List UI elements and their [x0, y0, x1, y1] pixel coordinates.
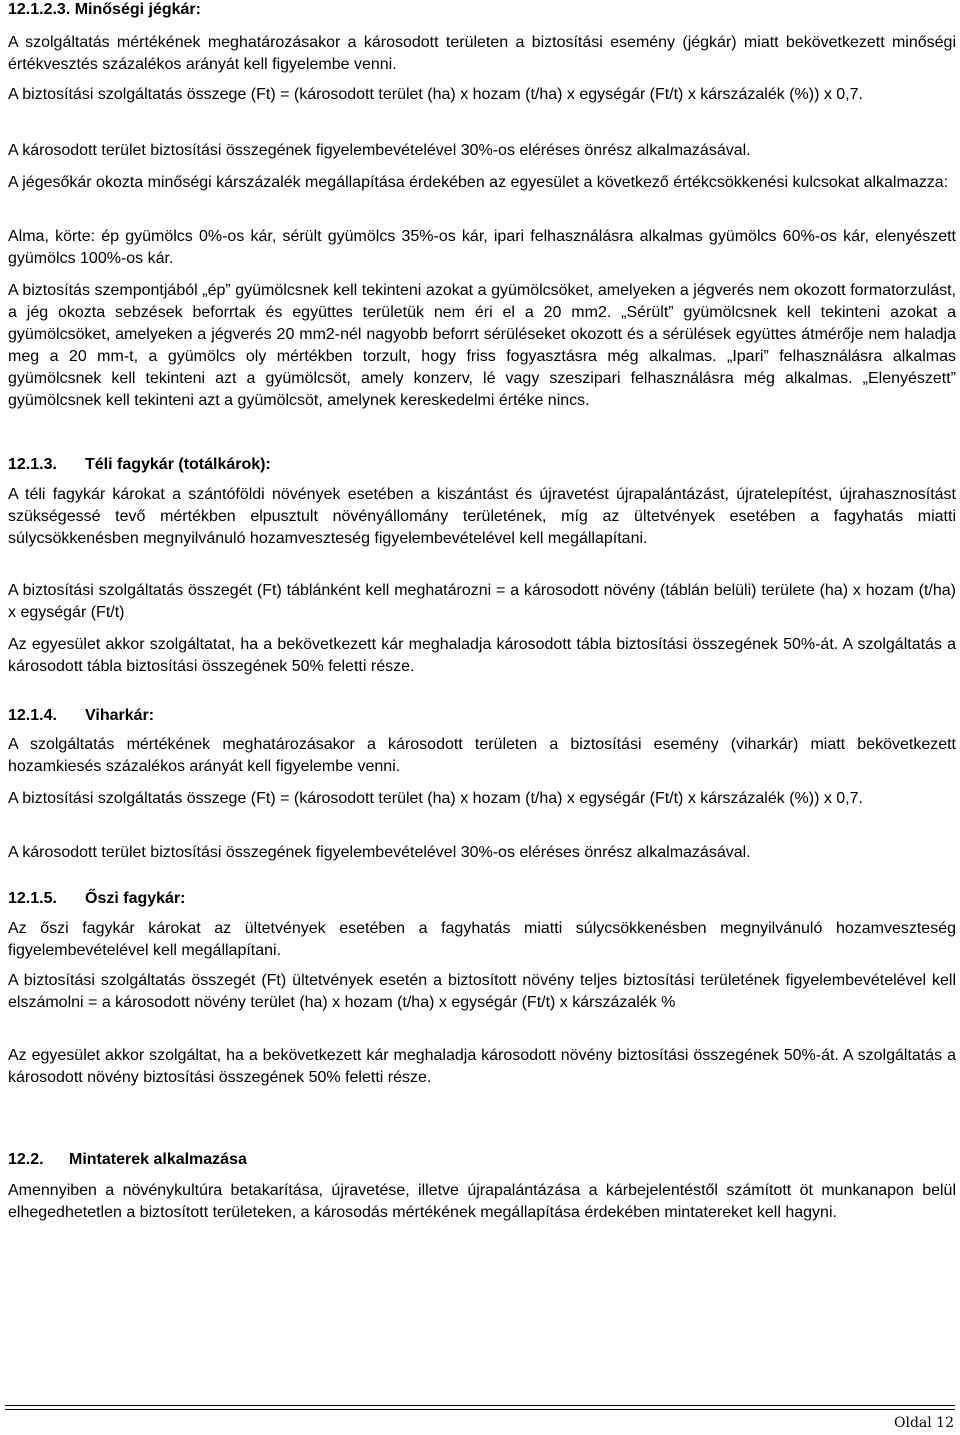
section-heading — [8, 889, 185, 909]
paragraph: Az egyesület akkor szolgáltat, ha a bekövetkezett kár meghaladja károsodott növény biztosítási összegének 50%-át. A szolgáltatás a károsodott növény biztosítási összegének 50% feletti része. — [8, 1047, 956, 1086]
paragraph: A károsodott terület biztosítási összegének figyelembevételével 30%-os eléréses önrész alkalmazásával. — [8, 142, 751, 159]
section-heading — [8, 1150, 247, 1170]
paragraph: A biztosítási szolgáltatás összegét (Ft) ültetvények esetén a biztosított növény teljes biztosítási területének figyelembevételével kell elszámolni = a károsodott növény terület (ha) x hozam (t/ha) x egységár (Ft/t) x kárszázalék % — [8, 972, 956, 1011]
paragraph: Az egyesület akkor szolgáltatat, ha a bekövetkezett kár meghaladja károsodott tábla biztosítási összegének 50%-át. A szolgáltatás a károsodott tábla biztosítási összegének 50% feletti része. — [8, 636, 956, 675]
section-title: Viharkár: — [85, 707, 155, 724]
paragraph: A biztosítási szolgáltatás összegét (Ft) táblánként kell meghatározni = a károsodott növény (táblán belüli) területe (ha) x hozam (t/ha) x egységár (Ft/t) — [8, 582, 956, 621]
paragraph: A szolgáltatás mértékének meghatározásakor a károsodott területen a biztosítási esemény (jégkár) miatt bekövetkezett minőségi értékvesztés százalékos arányát kell figyelembe venni. — [8, 34, 956, 73]
section-title: Téli fagykár (totálkárok): — [85, 456, 271, 473]
section-title: Őszi fagykár: — [85, 890, 186, 907]
paragraph: A jégesőkár okozta minőségi kárszázalék megállapítása érdekében az egyesület a következő értékcsökkenési kulcsokat alkalmazza: — [8, 174, 949, 191]
section-number: 12.1.4. — [8, 707, 57, 724]
section-heading — [8, 455, 271, 475]
paragraph: A biztosítási szolgáltatás összege (Ft) = (károsodott terület (ha) x hozam (t/ha) x egységár (Ft/t) x kárszázalék (%)) x 0,7. — [8, 790, 863, 807]
section-number: 12.1.3. — [8, 456, 57, 473]
paragraph: A biztosítás szempontjából „ép” gyümölcsnek kell tekinteni azokat a gyümölcsöket, amelyeken a jégverés nem okozott formatorzulást, a jég okozta sebzések beforrtak és együttes területük nem éri el a 20 mm2. „Sérült” gyümölcsnek kell tekinteni azokat a gyümölcsöket, amelyeken a jégverés 20 mm2-nél nagyobb beforrt sérüléseket okozott és a sérülések együttes átmérője nem haladja meg a 20 mm-t, a gyümölcs oly mértékben torzult, hogy friss fogyasztásra még alkalmas. „Ipari” felhasználásra alkalmas gyümölcsnek kell tekinteni azt a gyümölcsöt, amely konzerv, lé vagy szeszipari felhasználásra még alkalmas. „Elenyészett” gyümölcsnek kell tekinteni azt a gyümölcsöt, amelynek kereskedelmi értéke nincs. — [8, 282, 956, 409]
page-number: Oldal 12 — [893, 1415, 954, 1431]
paragraph: A szolgáltatás mértékének meghatározásakor a károsodott területen a biztosítási esemény (viharkár) miatt bekövetkezett hozamkiesés százalékos arányát kell figyelembe venni. — [8, 736, 956, 775]
paragraph: Az őszi fagykár károkat az ültetvények esetében a fagyhatás miatti súlycsökkenésben megnyilvánuló hozamveszteség figyelembevételével kell megállapítani. — [8, 920, 956, 959]
paragraph: A biztosítási szolgáltatás összege (Ft) = (károsodott terület (ha) x hozam (t/ha) x egységár (Ft/t) x kárszázalék (%)) x 0,7. — [8, 86, 863, 103]
section-number: 12.1.5. — [8, 890, 57, 907]
section-heading — [8, 706, 154, 726]
paragraph: A téli fagykár károkat a szántóföldi növények esetében a kiszántást és újravetést újrapalántázást, újratelepítést, újrahasznosítást szükségessé tevő mértékben elpusztult növényállomány területének, míg az ültetvények esetében a fagyhatás miatti súlycsökkenésben megnyilvánuló hozamveszteség figyelembevételével kell megállapítani. — [8, 486, 956, 547]
paragraph: Alma, körte: ép gyümölcs 0%-os kár, sérült gyümölcs 35%-os kár, ipari felhasználásra alkalmas gyümölcs 60%-os kár, elenyészett gyümölcs 100%-os kár. — [8, 228, 956, 267]
paragraph: Amennyiben a növénykultúra betakarítása, újravetése, illetve újrapalántázása a kárbejelentéstől számított öt munkanapon belül elhegedhetetlen a biztosított területeken, a károsodás mértékének megállapítása érdekében mintatereket kell hagyni. — [8, 1182, 956, 1221]
section-title: Mintaterek alkalmazása — [69, 1151, 247, 1168]
footer-divider — [5, 1405, 955, 1410]
section-number: 12.2. — [8, 1151, 44, 1168]
paragraph: A károsodott terület biztosítási összegének figyelembevételével 30%-os eléréses önrész alkalmazásával. — [8, 844, 751, 861]
section-heading — [8, 0, 201, 20]
section-heading-text: 12.1.2.3. Minőségi jégkár: — [8, 1, 201, 18]
